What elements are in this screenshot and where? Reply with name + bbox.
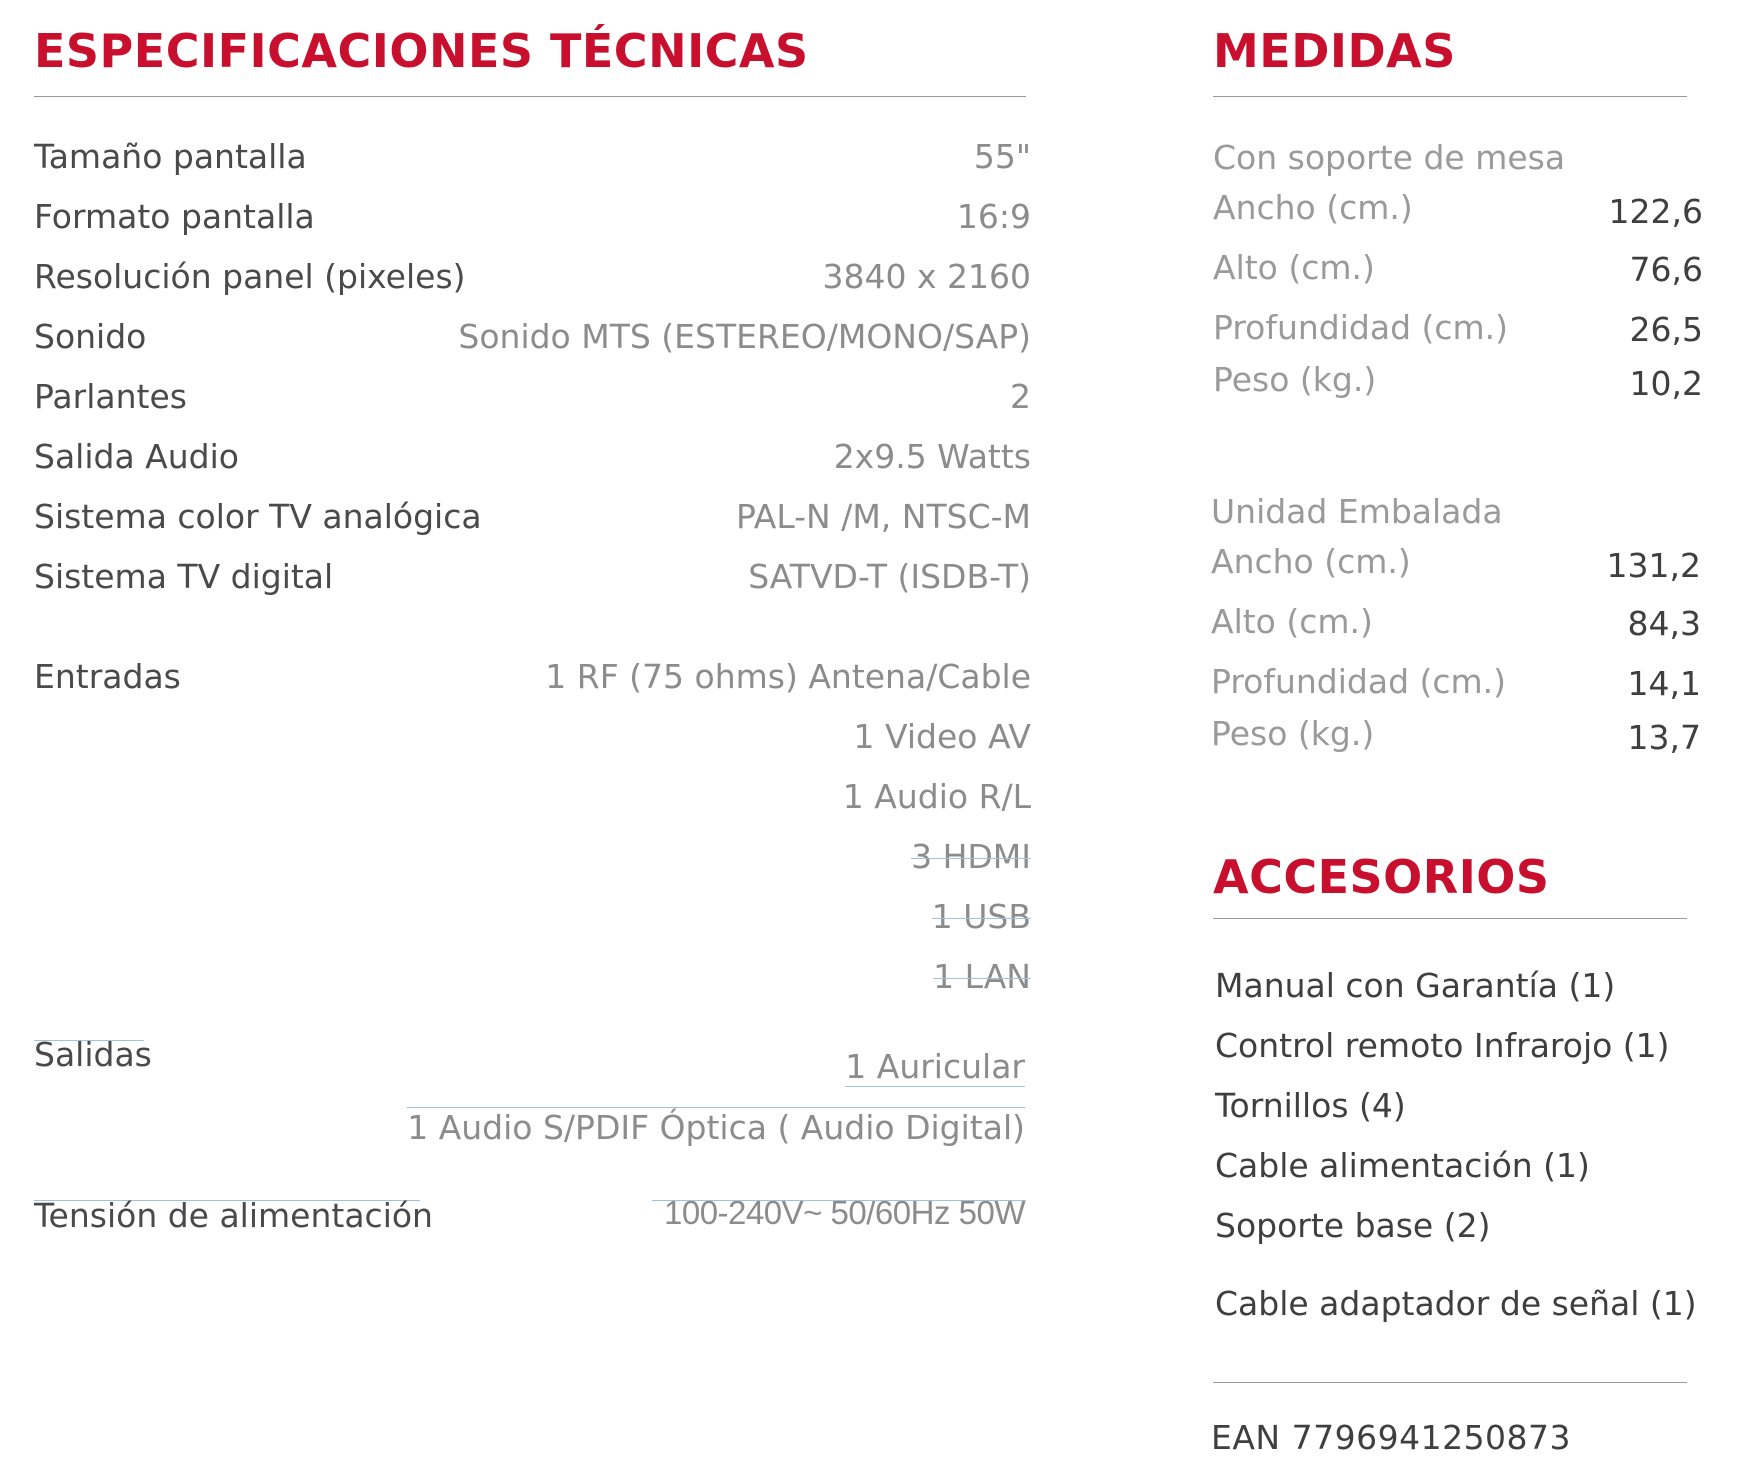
ean-code: EAN 7796941250873 bbox=[1211, 1418, 1572, 1457]
spec-value-resolucion: 3840 x 2160 bbox=[822, 257, 1031, 296]
spec-value-tv-digital: SATVD-T (ISDB-T) bbox=[748, 557, 1031, 596]
tension-value-overline bbox=[652, 1200, 1026, 1201]
accesorios-heading-rule bbox=[1213, 918, 1687, 919]
spec-label-parlantes: Parlantes bbox=[34, 377, 187, 416]
medidas-label-alto: Alto (cm.) bbox=[1213, 248, 1375, 287]
tension-value: 100-240V~ 50/60Hz 50W bbox=[664, 1194, 1025, 1231]
medidas-value-peso: 10,2 bbox=[1629, 364, 1703, 403]
spec-label-color-analogica: Sistema color TV analógica bbox=[34, 497, 482, 536]
medidas-emb-value-ancho: 131,2 bbox=[1606, 546, 1701, 585]
accesorio-item-control: Control remoto Infrarojo (1) bbox=[1215, 1026, 1670, 1065]
entradas-value-hdmi: 3 HDMI bbox=[911, 837, 1031, 876]
accesorio-item-cable-adaptador: Cable adaptador de señal (1) bbox=[1215, 1284, 1697, 1323]
entradas-value-video: 1 Video AV bbox=[853, 717, 1031, 756]
spec-label-tv-digital: Sistema TV digital bbox=[34, 557, 334, 596]
medidas-heading: MEDIDAS bbox=[1213, 24, 1456, 78]
medidas-emb-label-alto: Alto (cm.) bbox=[1211, 602, 1373, 641]
salidas-value-spdif: 1 Audio S/PDIF Óptica ( Audio Digital) bbox=[407, 1108, 1025, 1147]
accesorios-heading: ACCESORIOS bbox=[1213, 850, 1550, 904]
spec-label-tension: Tensión de alimentación bbox=[34, 1196, 433, 1235]
medidas-group-title-embalada: Unidad Embalada bbox=[1211, 492, 1503, 531]
medidas-emb-value-profundidad: 14,1 bbox=[1627, 664, 1701, 703]
spec-value-salida-audio: 2x9.5 Watts bbox=[833, 437, 1031, 476]
spec-label-sonido: Sonido bbox=[34, 317, 147, 356]
accesorio-item-tornillos: Tornillos (4) bbox=[1215, 1086, 1406, 1125]
medidas-label-ancho: Ancho (cm.) bbox=[1213, 188, 1413, 227]
accesorio-item-soporte: Soporte base (2) bbox=[1215, 1206, 1491, 1245]
spec-value-tamano: 55" bbox=[973, 137, 1031, 176]
medidas-emb-label-peso: Peso (kg.) bbox=[1211, 714, 1375, 753]
spec-label-entradas: Entradas bbox=[34, 657, 181, 696]
spec-label-formato: Formato pantalla bbox=[34, 197, 315, 236]
medidas-label-peso: Peso (kg.) bbox=[1213, 360, 1377, 399]
entradas-value-usb: 1 USB bbox=[931, 897, 1031, 936]
spec-value-color-analogica: PAL-N /M, NTSC-M bbox=[735, 497, 1031, 536]
accesorio-item-manual: Manual con Garantía (1) bbox=[1215, 966, 1616, 1005]
spec-value-sonido: Sonido MTS (ESTEREO/MONO/SAP) bbox=[458, 317, 1031, 356]
medidas-value-alto: 76,6 bbox=[1629, 250, 1703, 289]
medidas-value-profundidad: 26,5 bbox=[1629, 310, 1703, 349]
ean-rule bbox=[1213, 1382, 1687, 1383]
entradas-value-audio: 1 Audio R/L bbox=[842, 777, 1031, 816]
medidas-heading-rule bbox=[1213, 96, 1687, 97]
spec-value-parlantes: 2 bbox=[1010, 377, 1031, 416]
medidas-value-ancho: 122,6 bbox=[1608, 192, 1703, 231]
medidas-emb-value-peso: 13,7 bbox=[1627, 718, 1701, 757]
specs-heading: ESPECIFICACIONES TÉCNICAS bbox=[34, 24, 809, 78]
spec-label-resolucion: Resolución panel (pixeles) bbox=[34, 257, 466, 296]
salidas-value-auricular: 1 Auricular bbox=[845, 1047, 1025, 1086]
accesorio-item-cable-alimentacion: Cable alimentación (1) bbox=[1215, 1146, 1590, 1185]
medidas-label-profundidad: Profundidad (cm.) bbox=[1213, 308, 1509, 347]
medidas-emb-label-profundidad: Profundidad (cm.) bbox=[1211, 662, 1507, 701]
spec-label-salida-audio: Salida Audio bbox=[34, 437, 239, 476]
entradas-value-lan: 1 LAN bbox=[933, 957, 1031, 996]
medidas-group-title-soporte: Con soporte de mesa bbox=[1213, 138, 1566, 177]
specs-heading-rule bbox=[34, 96, 1026, 97]
medidas-emb-value-alto: 84,3 bbox=[1627, 604, 1701, 643]
medidas-emb-label-ancho: Ancho (cm.) bbox=[1211, 542, 1411, 581]
spec-label-tamano: Tamaño pantalla bbox=[34, 137, 307, 176]
spec-value-formato: 16:9 bbox=[956, 197, 1031, 236]
spec-label-salidas: Salidas bbox=[34, 1035, 152, 1074]
entradas-value-rf: 1 RF (75 ohms) Antena/Cable bbox=[545, 657, 1031, 696]
